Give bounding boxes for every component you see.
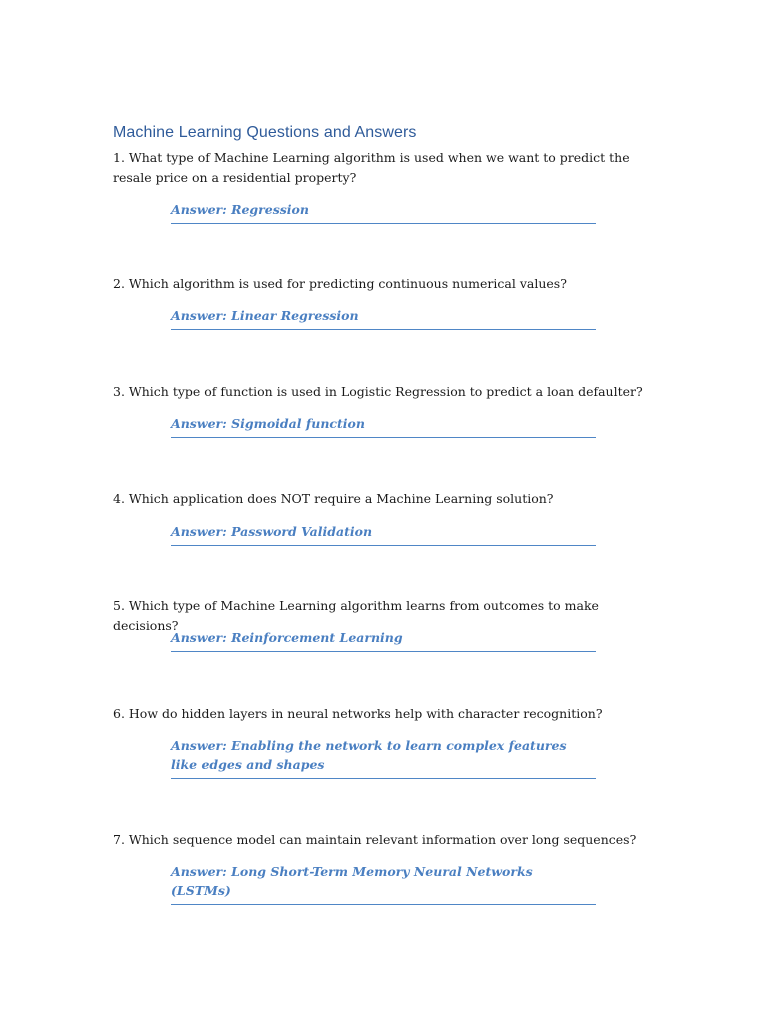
question-5: 5. Which type of Machine Learning algorithm learns from outcomes to make decisions?: [113, 598, 599, 633]
answer-2: Answer: Linear Regression: [171, 306, 596, 330]
question-4: 4. Which application does NOT require a Machine Learning solution?: [113, 491, 554, 506]
answer-5: Answer: Reinforcement Learning: [171, 628, 596, 652]
page-title: Machine Learning Questions and Answers: [113, 124, 417, 141]
question-1: 1. What type of Machine Learning algorithm is used when we want to predict the resale price on a residential property?: [113, 150, 630, 185]
answer-3: Answer: Sigmoidal function: [171, 414, 596, 438]
question-7: 7. Which sequence model can maintain relevant information over long sequences?: [113, 832, 637, 847]
answer-1: Answer: Regression: [171, 200, 596, 224]
answer-6: Answer: Enabling the network to learn complex features like edges and shapes: [171, 736, 596, 779]
question-2: 2. Which algorithm is used for predicting continuous numerical values?: [113, 276, 567, 291]
answer-4: Answer: Password Validation: [171, 522, 596, 546]
question-6: 6. How do hidden layers in neural networks help with character recognition?: [113, 706, 603, 721]
answer-7: Answer: Long Short-Term Memory Neural Networks (LSTMs): [171, 862, 596, 905]
question-3: 3. Which type of function is used in Logistic Regression to predict a loan defaulter?: [113, 384, 643, 399]
